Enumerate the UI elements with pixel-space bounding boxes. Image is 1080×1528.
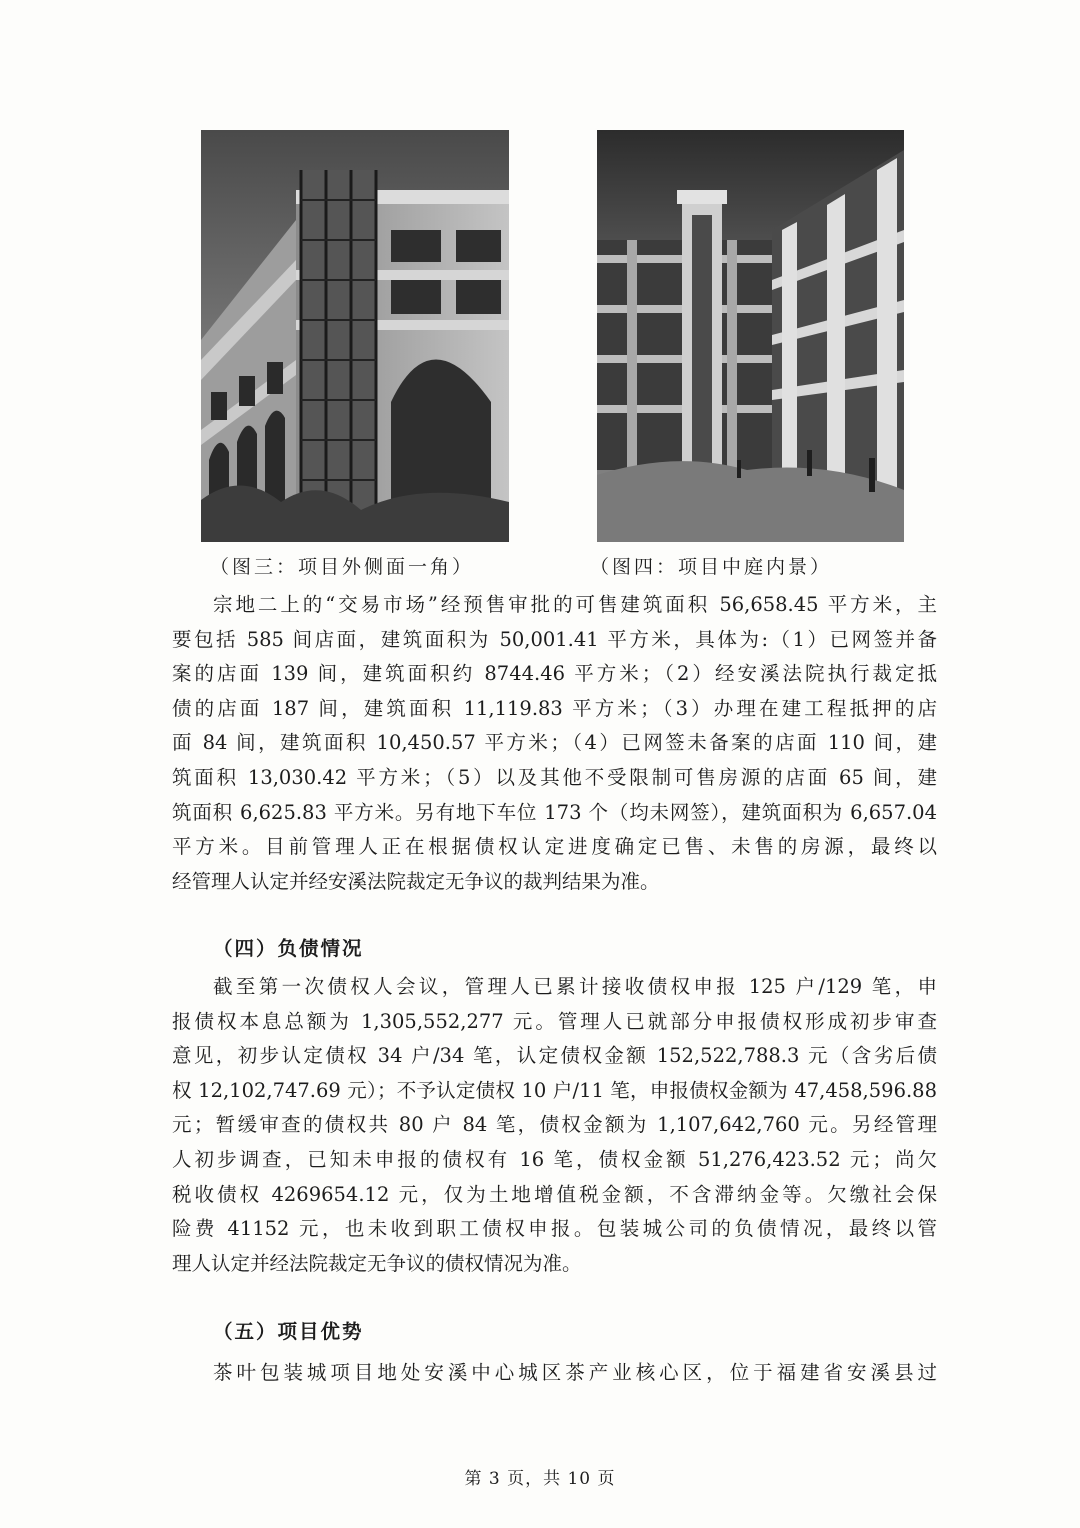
courtyard-photo	[597, 130, 904, 542]
paragraph-line: 宗地二上的“交易市场”经预售审批的可售建筑面积 56,658.45 平方米，主	[213, 593, 937, 616]
paragraph-line: 税收债权 4269654.12 元，仅为土地增值税金额，不含滞纳金等。欠缴社会保	[172, 1182, 937, 1206]
building-exterior-photo	[201, 130, 509, 542]
paragraph-line: 案的店面 139 间，建筑面积约 8744.46 平方米；（2）经安溪法院执行裁定抵	[172, 662, 937, 686]
advantages-paragraph	[172, 1356, 937, 1391]
paragraph-line: 元；暂缓审查的债权共 80 户 84 笔，债权金额为 1,107,642,760 元。另经管理	[172, 1113, 937, 1137]
paragraph-line: 报债权本息总额为 1,305,552,277 元。管理人已就部分申报债权形成初步审查	[172, 1009, 937, 1033]
building-exterior-image	[201, 130, 509, 542]
paragraph-line: 平方米。目前管理人正在根据债权认定进度确定已售、未售的房源，最终以	[172, 835, 937, 859]
paragraph-line: 险费 41152 元，也未收到职工债权申报。包装城公司的负债情况，最终以管	[172, 1217, 937, 1241]
paragraph-line: 人初步调查，已知未申报的债权有 16 笔，债权金额 51,276,423.52 元；尚欠	[172, 1147, 937, 1171]
paragraph-line: 权 12,102,747.69 元）；不予认定债权 10 户/11 笔，申报债权金额为 47,458,596.88	[172, 1078, 937, 1102]
liabilities-paragraph	[172, 970, 937, 1281]
figure-3-caption: （图三：项目外侧面一角）	[210, 556, 475, 578]
paragraph-line: 茶叶包装城项目地处安溪中心城区茶产业核心区，位于福建省安溪县过	[213, 1361, 937, 1384]
paragraph-line: 意见，初步认定债权 34 户/34 笔，认定债权金额 152,522,788.3 元（含劣后债	[172, 1044, 937, 1068]
paragraph-line: 筑面积 6,625.83 平方米。另有地下车位 173 个（均未网签），建筑面积为 6,657.04	[172, 800, 937, 824]
section-heading-advantages: （五）项目优势	[213, 1320, 364, 1343]
paragraph-line: 面 84 间，建筑面积 10,450.57 平方米；（4）已网签未备案的店面 110 间，建	[172, 731, 937, 755]
figure-4-caption: （图四：项目中庭内景）	[590, 556, 833, 578]
paragraph-line: 要包括 585 间店面，建筑面积为 50,001.41 平方米，具体为:（1）已网签并备	[172, 627, 937, 651]
paragraph-line: 债的店面 187 间，建筑面积 11,119.83 平方米；（3）办理在建工程抵押的店	[172, 696, 937, 720]
section-heading-liabilities: （四）负债情况	[213, 937, 364, 960]
courtyard-image	[597, 130, 904, 542]
saleable-area-paragraph	[172, 588, 937, 899]
paragraph-line: 经管理人认定并经安溪法院裁定无争议的裁判结果为准。	[172, 869, 660, 893]
paragraph-line: 筑面积 13,030.42 平方米；（5）以及其他不受限制可售房源的店面 65 间，建	[172, 765, 937, 789]
paragraph-line: 理人认定并经法院裁定无争议的债权情况为准。	[172, 1251, 582, 1275]
page-number-footer: 第 3 页，共 10 页	[464, 1469, 616, 1489]
paragraph-line: 截至第一次债权人会议，管理人已累计接收债权申报 125 户/129 笔，申	[213, 975, 937, 998]
